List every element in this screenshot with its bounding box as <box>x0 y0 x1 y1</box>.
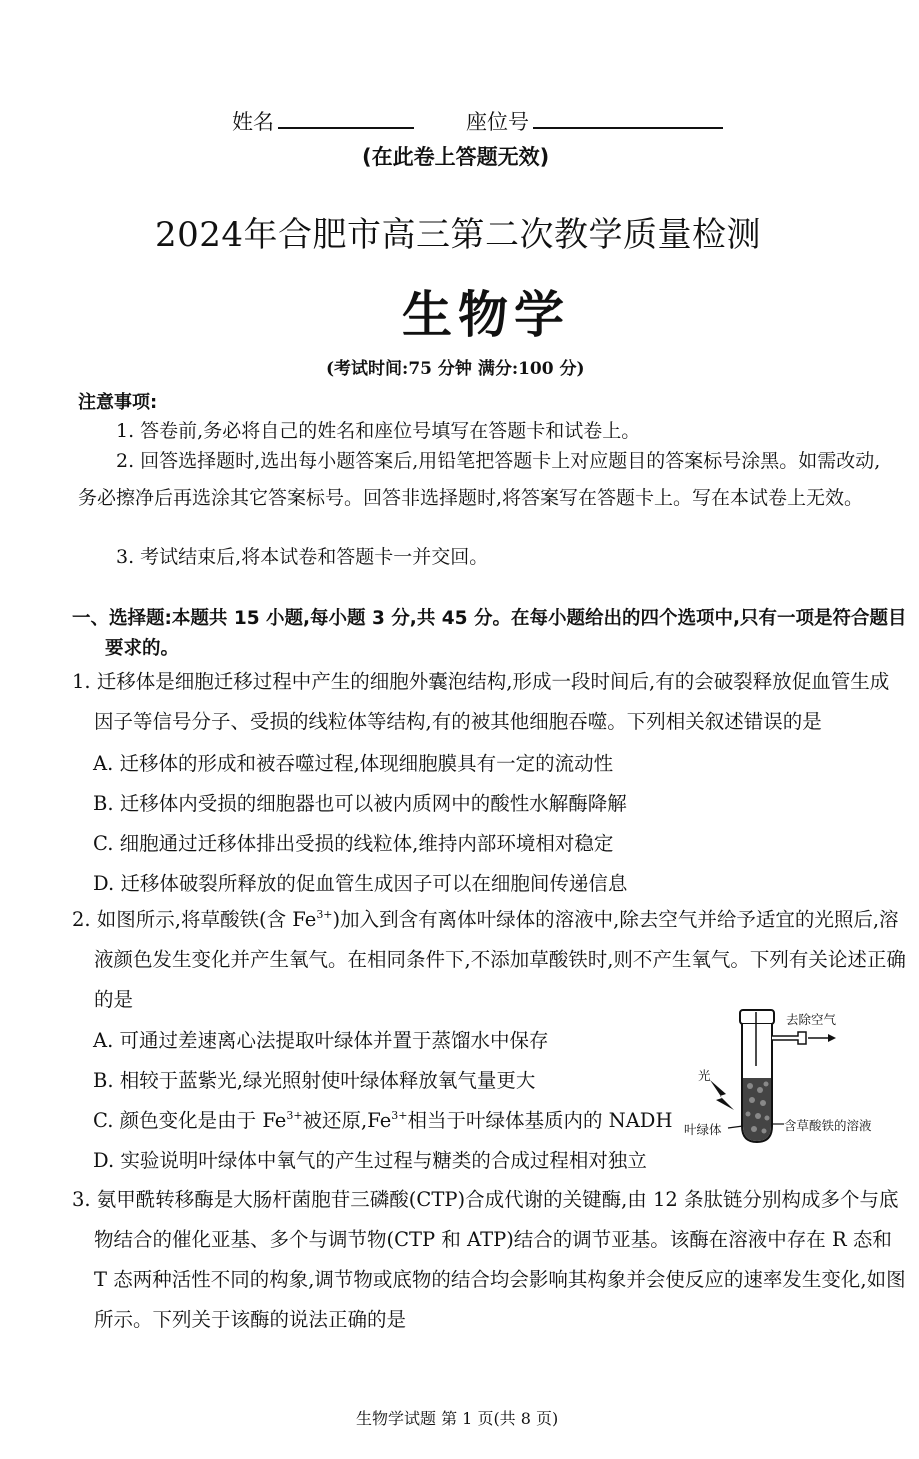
name-label: 姓名 <box>232 110 274 134</box>
q1-stem: 1. 迁移体是细胞迁移过程中产生的细胞外囊泡结构,形成一段时间后,有的会破裂释放促血管生成因子等信号分子、受损的线粒体等结构,有的被其他细胞吞噬。下列相关叙述错误的是 <box>72 670 890 733</box>
fig-remove-air-label: 去除空气 <box>786 1012 837 1027</box>
section-heading <box>72 604 917 664</box>
q1-option-b: B. 迁移体内受损的细胞器也可以被内质网中的酸性水解酶降解 <box>93 792 627 815</box>
exam-title: 2024年合肥市高三第二次教学质量检测 <box>155 215 762 255</box>
q2-figure <box>680 1006 890 1146</box>
q2-stem-post: )加入到含有离体叶绿体的溶液中,除去空气并给予适宜的光照后,溶液颜色发生变化并产生氧气。在相同条件下,不添加草酸铁时,则不产生氧气。下列有关论述正确的是 <box>94 908 906 1011</box>
notice-item-3: 3. 考试结束后,将本试卷和答题卡一并交回。 <box>116 546 489 568</box>
seat-blank <box>533 107 723 129</box>
q3-stem: 3. 氨甲酰转移酶是大肠杆菌胞苷三磷酸(CTP)合成代谢的关键酶,由 12 条肽链分别构成多个与底物结合的催化亚基、多个与调节物(CTP 和 ATP)结合的调节亚基。该酶在溶液中存在 R 态和 T 态两种活性不同的构象,调节物或底物的结合均会影响其构象并会使反应的速率发生变化,如图所示。下列关于该酶的说法正确的是 <box>72 1188 906 1331</box>
q2-c-mid: 被还原,Fe <box>302 1109 392 1132</box>
subject-title: 生物学 <box>402 285 570 344</box>
invalid-note: (在此卷上答题无效) <box>362 145 550 169</box>
q2-stem-pre: 2. 如图所示,将草酸铁(含 Fe <box>72 908 317 931</box>
name-field <box>232 106 414 136</box>
fig-chloroplast-label: 叶绿体 <box>684 1122 722 1137</box>
notice-item-2: 2. 回答选择题时,选出每小题答案后,用铅笔把答题卡上对应题目的答案标号涂黑。如需改动,务必擦净后再选涂其它答案标号。回答非选择题时,将答案写在答题卡上。写在本试卷上无效。 <box>78 450 881 509</box>
name-blank <box>278 107 414 129</box>
fig-solution-label: 含草酸铁的溶液 <box>784 1118 872 1133</box>
section-heading-text: 一、选择题:本题共 15 小题,每小题 3 分,共 45 分。在每小题给出的四个选项中,只有一项是符合题目要求的。 <box>72 608 907 659</box>
q2-c-sup2: 3+ <box>391 1109 408 1122</box>
q1-option-d: D. 迁移体破裂所释放的促血管生成因子可以在细胞间传递信息 <box>93 872 628 895</box>
q2-option-b: B. 相较于蓝紫光,绿光照射使叶绿体释放氧气量更大 <box>93 1069 536 1092</box>
q2-c-pre: C. 颜色变化是由于 Fe <box>93 1109 287 1132</box>
q2-stem <box>72 900 906 1020</box>
notice-title: 注意事项: <box>78 392 158 413</box>
fig-light-label: 光 <box>698 1068 711 1083</box>
seat-label: 座位号 <box>466 110 529 134</box>
q1-option-a: A. 迁移体的形成和被吞噬过程,体现细胞膜具有一定的流动性 <box>93 752 614 775</box>
page-footer: 生物学试题 第 1 页(共 8 页) <box>356 1409 559 1428</box>
q1-option-c: C. 细胞通过迁移体排出受损的线粒体,维持内部环境相对稳定 <box>93 832 614 855</box>
exam-info: (考试时间:75 分钟 满分:100 分) <box>326 359 585 379</box>
q2-c-post: 相当于叶绿体基质内的 NADH <box>407 1109 673 1132</box>
q2-option-d: D. 实验说明叶绿体中氧气的产生过程与糖类的合成过程相对独立 <box>93 1149 647 1172</box>
q2-c-sup1: 3+ <box>286 1109 303 1122</box>
q2-option-c <box>93 1105 672 1133</box>
seat-field <box>466 106 723 136</box>
q2-stem-sup: 3+ <box>316 908 333 921</box>
q2-option-a: A. 可通过差速离心法提取叶绿体并置于蒸馏水中保存 <box>93 1029 549 1052</box>
notice-item-1: 1. 答卷前,务必将自己的姓名和座位号填写在答题卡和试卷上。 <box>116 420 641 442</box>
